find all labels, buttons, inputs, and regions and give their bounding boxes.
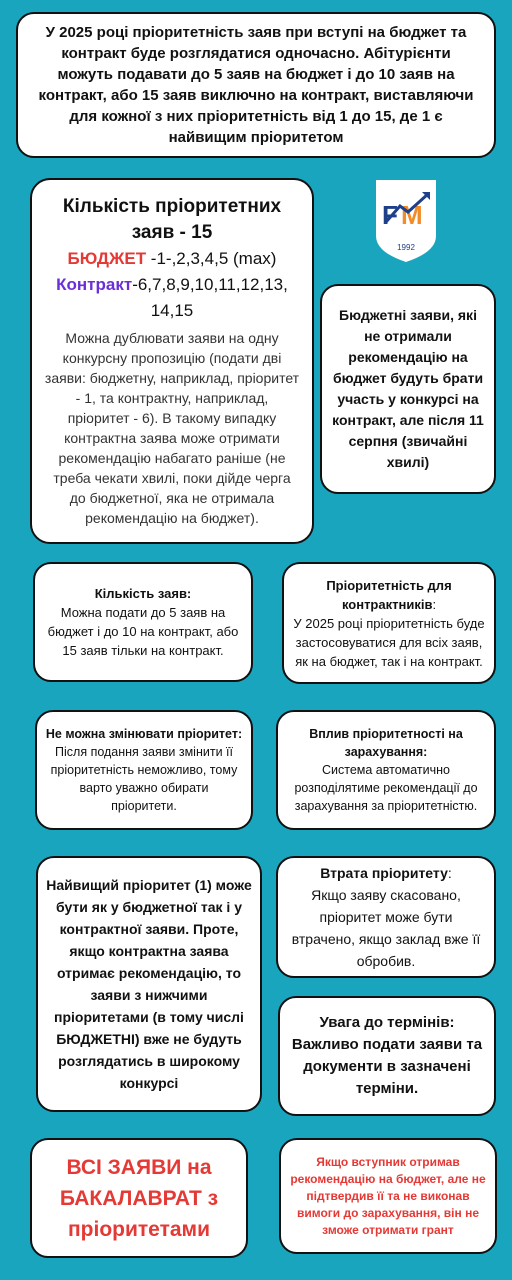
applications-count-title: Кількість заяв: xyxy=(94,586,192,601)
logo-letter-m: M xyxy=(401,200,423,230)
applications-count-card xyxy=(33,562,253,682)
all-applications-text: ВСІ ЗАЯВИ на БАКАЛАВРАТ з пріоритетами xyxy=(59,1155,219,1241)
contract-priority-heading xyxy=(292,576,486,614)
priority-loss-heading xyxy=(286,862,486,884)
budget-label: БЮДЖЕТ xyxy=(67,249,147,268)
contract-priority-line xyxy=(44,272,300,324)
contract-priority-card xyxy=(282,562,496,684)
priority-loss-body: Якщо заяву скасовано, пріоритет може бути втрачено, якщо заклад вже її обробив. xyxy=(291,887,481,969)
contract-priority-values: -6,7,8,9,10,11,12,13, 14,15 xyxy=(132,275,288,320)
priority-influence-card xyxy=(276,710,496,830)
logo-letter-f: F xyxy=(382,200,398,230)
intro-notice-text: У 2025 році пріоритетність заяв при вступі на бюджет та контракт буде розглядатися одночасно. Абітурієнти можуть подавати до 5 заяв на бюджет і до 10 заяв на контракт, або 15 заяв виключно на контракт, виставляючи для кожної з них пріоритетність від 1 до 15, де 1 є найвищим пріоритетом xyxy=(38,24,474,146)
priority-loss-card xyxy=(276,856,496,978)
budget-priority-values: -1-,2,3,4,5 (max) xyxy=(146,249,277,268)
grant-warning-text: Якщо вступник отримав рекомендацію на бюджет, але не підтвердив її та не виконав вимоги до зарахування, він не зможе отримати грант xyxy=(290,1154,486,1237)
priority-count-card xyxy=(30,178,314,544)
budget-priority-line xyxy=(44,246,300,272)
priority-loss-colon: : xyxy=(447,865,452,881)
contract-label: Контракт xyxy=(56,275,133,294)
logo-year: 1992 xyxy=(397,243,415,252)
deadline-card xyxy=(278,996,496,1116)
no-change-priority-card xyxy=(35,710,253,830)
duplicate-applications-text: Можна дублювати заяви на одну конкурсну пропозицію (подати дві заяви: бюджетну, наприклад, пріоритет - 1, та контрактну, наприклад, пріоритет - 6). В такому випадку контрактна заява може отримати рекомендацію набагато раніше (не треба чекати хвилі, поки дійде черга до бюджетної, яка не отримала рекомендацію на бюджет). xyxy=(44,330,300,526)
all-applications-card xyxy=(30,1138,248,1258)
contract-priority-body: У 2025 році пріоритетність буде застосовуватися для всіх заяв, як на бюджет, так і на контракт. xyxy=(293,615,485,669)
contract-priority-title: Пріоритетність для контрактників xyxy=(326,577,452,612)
budget-to-contract-card xyxy=(320,284,496,494)
contract-priority-colon: : xyxy=(432,596,437,612)
grant-warning-card xyxy=(279,1138,497,1254)
priority-influence-title: Вплив пріоритетності на зарахування: xyxy=(309,727,463,759)
deadline-body: Важливо подати заяви та документи в зазначені терміни. xyxy=(291,1036,483,1097)
priority-count-title: Кількість пріоритетних заяв - 15 xyxy=(62,196,282,243)
priority-loss-title: Втрата пріоритету xyxy=(320,865,448,881)
no-change-priority-body: Після подання заяви змінити її пріоритетність неможливо, тому варто уважно обирати пріоритети. xyxy=(50,745,238,813)
budget-to-contract-text: Бюджетні заяви, які не отримали рекомендацію на бюджет будуть брати участь у конкурсі на контракт, але після 11 серпня (звичайні хвилі) xyxy=(332,307,484,470)
applications-count-body: Можна подати до 5 заяв на бюджет і до 10 на контракт, або 15 заяв тільки на контракт. xyxy=(47,605,239,658)
priority-influence-body: Система автоматично розподілятиме рекомендації до зарахування за пріоритетністю. xyxy=(294,763,478,813)
university-shield-logo xyxy=(374,176,438,264)
no-change-priority-title: Не можна змінювати пріоритет: xyxy=(45,727,243,741)
highest-priority-text: Найвищий пріоритет (1) може бути як у бюджетної так і у контрактної заяви. Проте, якщо контрактна заява отримає рекомендацію, то заяви з нижчими пріоритетами (в тому числі БЮДЖЕТНІ) вже не будуть розглядатись в широкому конкурсі xyxy=(46,877,252,1091)
intro-notice-card xyxy=(16,12,496,158)
highest-priority-card xyxy=(36,856,262,1112)
deadline-title: Увага до термінів: xyxy=(319,1014,455,1031)
